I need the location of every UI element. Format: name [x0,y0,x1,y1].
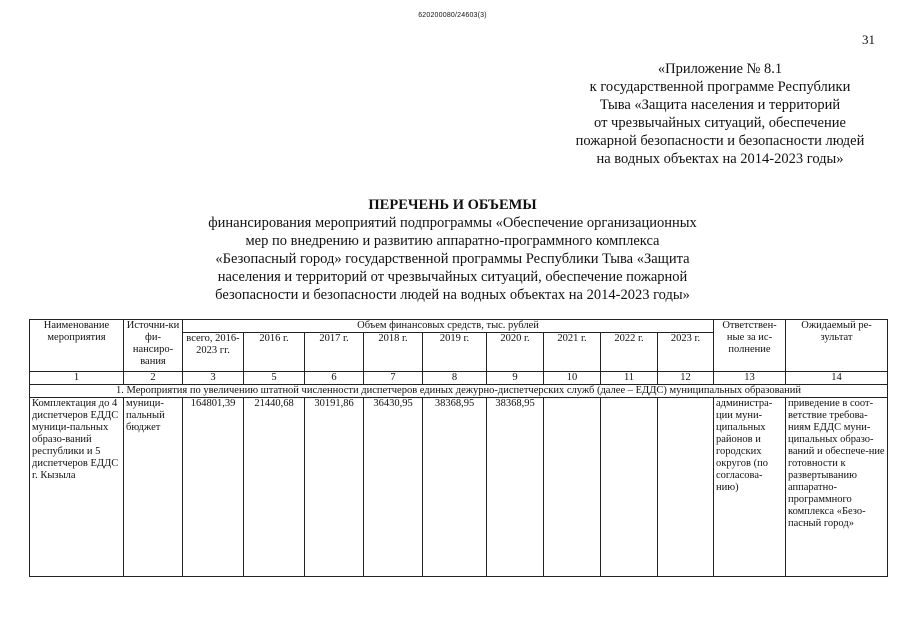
column-number: 12 [658,372,714,385]
header-year: 2018 г. [364,333,423,372]
column-number: 1 [30,372,124,385]
header-year: 2023 г. [658,333,714,372]
appendix-header [520,60,905,168]
column-number: 5 [244,372,305,385]
header-year: 2022 г. [601,333,658,372]
document-title-block [0,196,905,304]
table-header-row [30,320,888,333]
subtitle-line: финансирования мероприятий подпрограммы «Обеспечение организационных [208,215,697,231]
expected-result: приведение в соот-ветствие требова-ниям ЕДДС муни-ципальных образо-ваний и обеспече-ние готовности к развертыванию аппаратно-программного комплекса «Безо-пасный город» [786,398,888,577]
column-number: 3 [183,372,244,385]
appendix-line: от чрезвычайных ситуаций, обеспечение [594,115,846,131]
section-row [30,385,888,398]
column-number: 6 [305,372,364,385]
header-year: 2021 г. [544,333,601,372]
responsible-party: администра-ции муни-ципальных районов и городских округов (по согласова-нию) [714,398,786,577]
total-value: 164801,39 [183,398,244,577]
column-number-row [30,372,888,385]
header-result: Ожидаемый ре-зультат [786,320,888,372]
header-year: 2020 г. [487,333,544,372]
year-value [601,398,658,577]
subtitle-line: безопасности и безопасности людей на водных объектах на 2014-2023 годы» [215,287,690,303]
header-source: Источни-ки фи-нансиро-вания [124,320,183,372]
column-number: 8 [423,372,487,385]
header-year: 2017 г. [305,333,364,372]
document-subtitle [0,214,905,304]
column-number: 2 [124,372,183,385]
header-year: 2019 г. [423,333,487,372]
document-title: ПЕРЕЧЕНЬ И ОБЪЕМЫ [368,197,537,213]
appendix-line: пожарной безопасности и безопасности людей [575,133,865,149]
year-value: 38368,95 [423,398,487,577]
header-name: Наименование мероприятия [30,320,124,372]
year-value: 21440,68 [244,398,305,577]
appendix-line: на водных объектах на 2014-2023 годы» [596,151,844,167]
measure-name: Комплектация до 4 диспетчеров ЕДДС муници-пальных образо-ваний республики и 5 диспетчеров ЕДДС г. Кызыла [30,398,124,577]
subtitle-line: мер по внедрению и развитию аппаратно-программного комплекса [245,233,660,249]
appendix-line: к государственной программе Республики [589,79,851,95]
column-number: 13 [714,372,786,385]
subtitle-line: населения и территорий от чрезвычайных ситуаций, обеспечение пожарной [217,269,688,285]
document-code: 620200080/24603(3) [418,12,487,19]
year-value: 30191,86 [305,398,364,577]
header-funding-group: Объем финансовых средств, тыс. рублей [183,320,714,333]
appendix-line: «Приложение № 8.1 [657,61,783,77]
appendix-line: Тыва «Защита населения и территорий [599,97,841,113]
year-value: 36430,95 [364,398,423,577]
header-year: 2016 г. [244,333,305,372]
funding-source: муници-пальный бюджет [124,398,183,577]
column-number: 7 [364,372,423,385]
page-number: 31 [862,32,875,47]
header-total: всего, 2016-2023 гг. [183,333,244,372]
header-responsible: Ответствен-ные за ис-полнение [714,320,786,372]
year-value [658,398,714,577]
financing-table [29,319,888,577]
section-title: 1. Мероприятия по увеличению штатной численности диспетчеров единых дежурно-диспетчерских служб (далее – ЕДДС) муниципальных образований [30,385,888,398]
column-number: 11 [601,372,658,385]
column-number: 10 [544,372,601,385]
column-number: 14 [786,372,888,385]
subtitle-line: «Безопасный город» государственной программы Республики Тыва «Защита [215,251,690,267]
column-number: 9 [487,372,544,385]
year-value: 38368,95 [487,398,544,577]
year-value [544,398,601,577]
table-row [30,398,888,577]
